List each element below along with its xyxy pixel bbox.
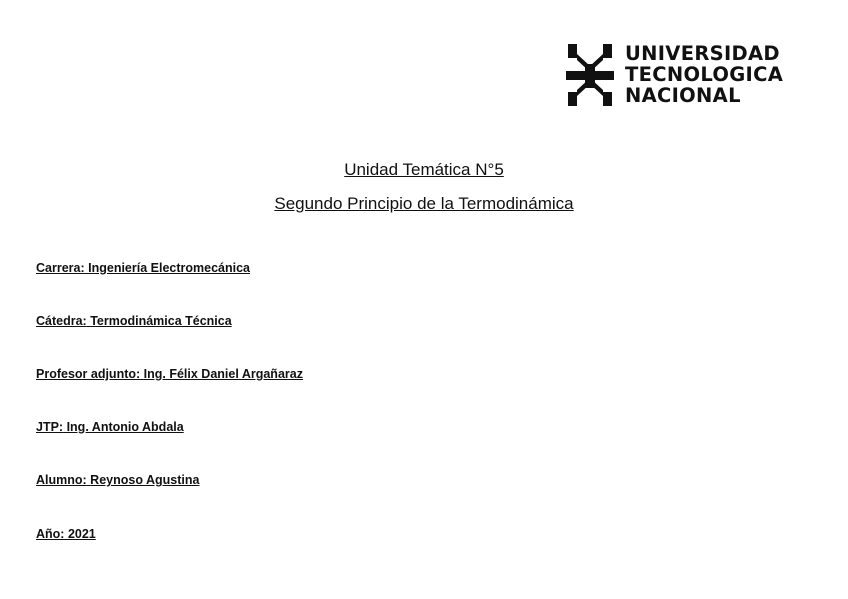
field-label: Profesor adjunto: [36, 367, 141, 381]
field-label: JTP: [36, 420, 64, 434]
document-subtitle: Segundo Principio de la Termodinámica [274, 194, 574, 213]
field-label: Alumno: [36, 473, 87, 487]
utn-logo [566, 44, 783, 106]
field-alumno [36, 473, 199, 487]
field-catedra [36, 314, 232, 328]
field-value: 2021 [67, 527, 96, 541]
logo-line-3: NACIONAL [625, 84, 741, 107]
field-carrera [36, 261, 250, 275]
field-value: Reynoso Agustina [90, 473, 200, 487]
field-jtp [36, 420, 184, 434]
field-label: Año: [36, 527, 65, 541]
field-value: Ing. Félix Daniel Argañaraz [143, 367, 303, 381]
logo-wordmark [625, 43, 783, 106]
field-profesor [36, 367, 303, 381]
document-title: Unidad Temática N°5 [344, 160, 504, 179]
field-label: Cátedra: [36, 314, 87, 328]
utn-emblem-icon [566, 44, 614, 106]
logo-line-1: UNIVERSIDAD [625, 42, 780, 65]
field-value: Ingeniería Electromecánica [88, 261, 251, 275]
field-value: Termodinámica Técnica [90, 314, 232, 328]
field-value: Ing. Antonio Abdala [66, 420, 184, 434]
field-label: Carrera: [36, 261, 85, 275]
logo-line-2: TECNOLOGICA [625, 63, 784, 86]
field-anio [36, 527, 96, 541]
